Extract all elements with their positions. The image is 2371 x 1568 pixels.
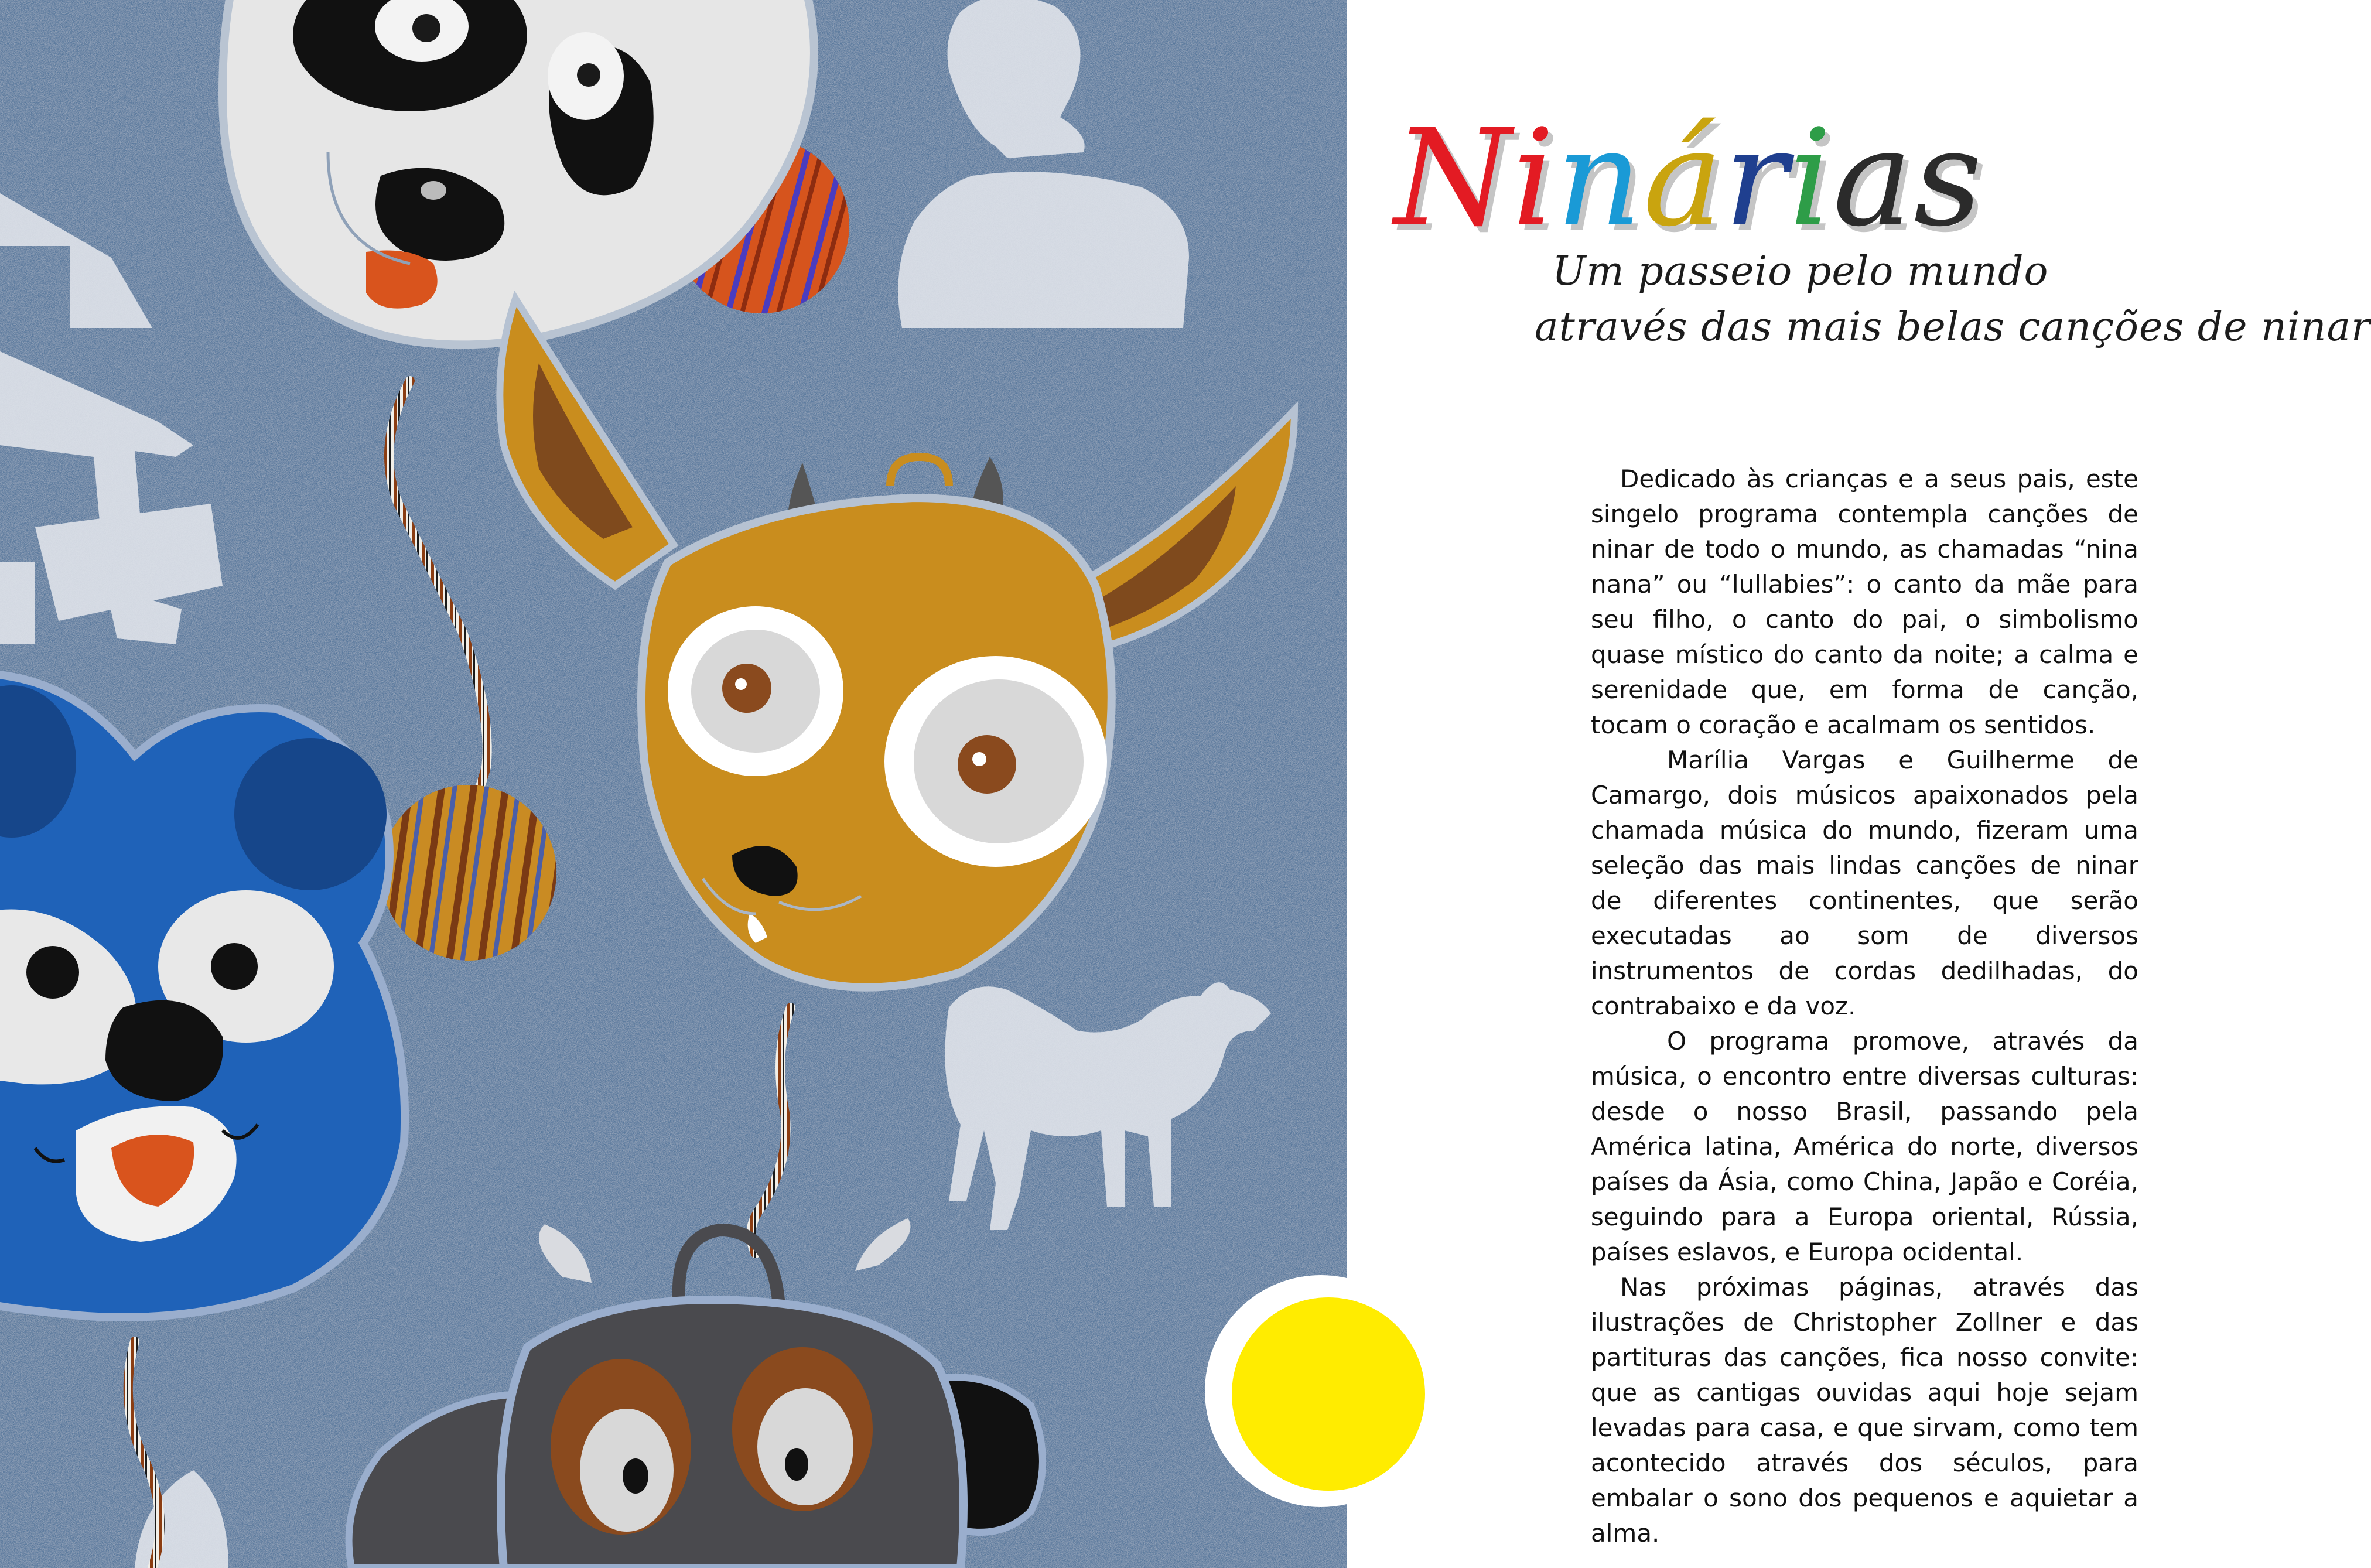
title-letter: n — [1556, 100, 1644, 256]
bear-nose — [105, 1000, 223, 1101]
paragraph-3: O programa promove, através da música, o encontro entre diversas culturas: desde o nosso Brasil, passando pela América latina, América do norte, diversos países da Ásia, como China, Japão e Coréia, seguindo para a Europa oriental, Rússia, países eslavos, e Europa ocidental. — [1591, 1027, 2138, 1266]
title-letter: i — [1512, 100, 1556, 256]
title-letter: N — [1394, 100, 1512, 256]
subtitle-line-2: através das mais belas canções de ninar — [1535, 304, 2371, 350]
page-title — [1394, 100, 1984, 256]
body-text — [1591, 462, 2138, 1551]
title-letter: s — [1914, 100, 1984, 256]
subtitle-line-1: Um passeio pelo mundo — [1552, 248, 2049, 295]
bear-head — [0, 674, 405, 1317]
yellow-dot-fill — [1232, 1297, 1425, 1491]
title-letter: i — [1789, 100, 1833, 256]
title-letter: a — [1833, 100, 1914, 256]
paragraph-1: Dedicado às crianças e a seus pais, este singelo programa contempla canções de ninar de todo o mundo, as chamadas “nina nana” ou “lullabies”: o canto da mãe para seu filho, o canto do pai, o simbolismo quase místico do canto da noite; a calma e serenidade que, em forma de canção, tocam o coração e acalmam os sentidos. — [1591, 464, 2138, 739]
title-letter: á — [1643, 100, 1724, 256]
paragraph-2: Marília Vargas e Guilherme de Camargo, dois músicos apaixonados pela chamada música do mundo, fizeram uma seleção das mais lindas canções de ninar de diferentes continentes, que serão executadas ao som de diversos instrumentos de cordas dedilhadas, do contrabaixo e da voz. — [1591, 746, 2138, 1020]
ochre-ball — [381, 785, 556, 961]
yellow-dot — [1201, 1271, 1441, 1511]
bear-right-ear — [234, 738, 387, 890]
paragraph-4: Nas próximas páginas, através das ilustrações de Christopher Zollner e das partituras das canções, fica nosso convite: que as cantigas ouvidas aqui hoje sejam levadas para casa, e que sirvam, como tem acontecido através dos séculos, para embalar o sono dos pequenos e aquietar a alma. — [1591, 1273, 2138, 1547]
title-letter: r — [1724, 100, 1789, 256]
